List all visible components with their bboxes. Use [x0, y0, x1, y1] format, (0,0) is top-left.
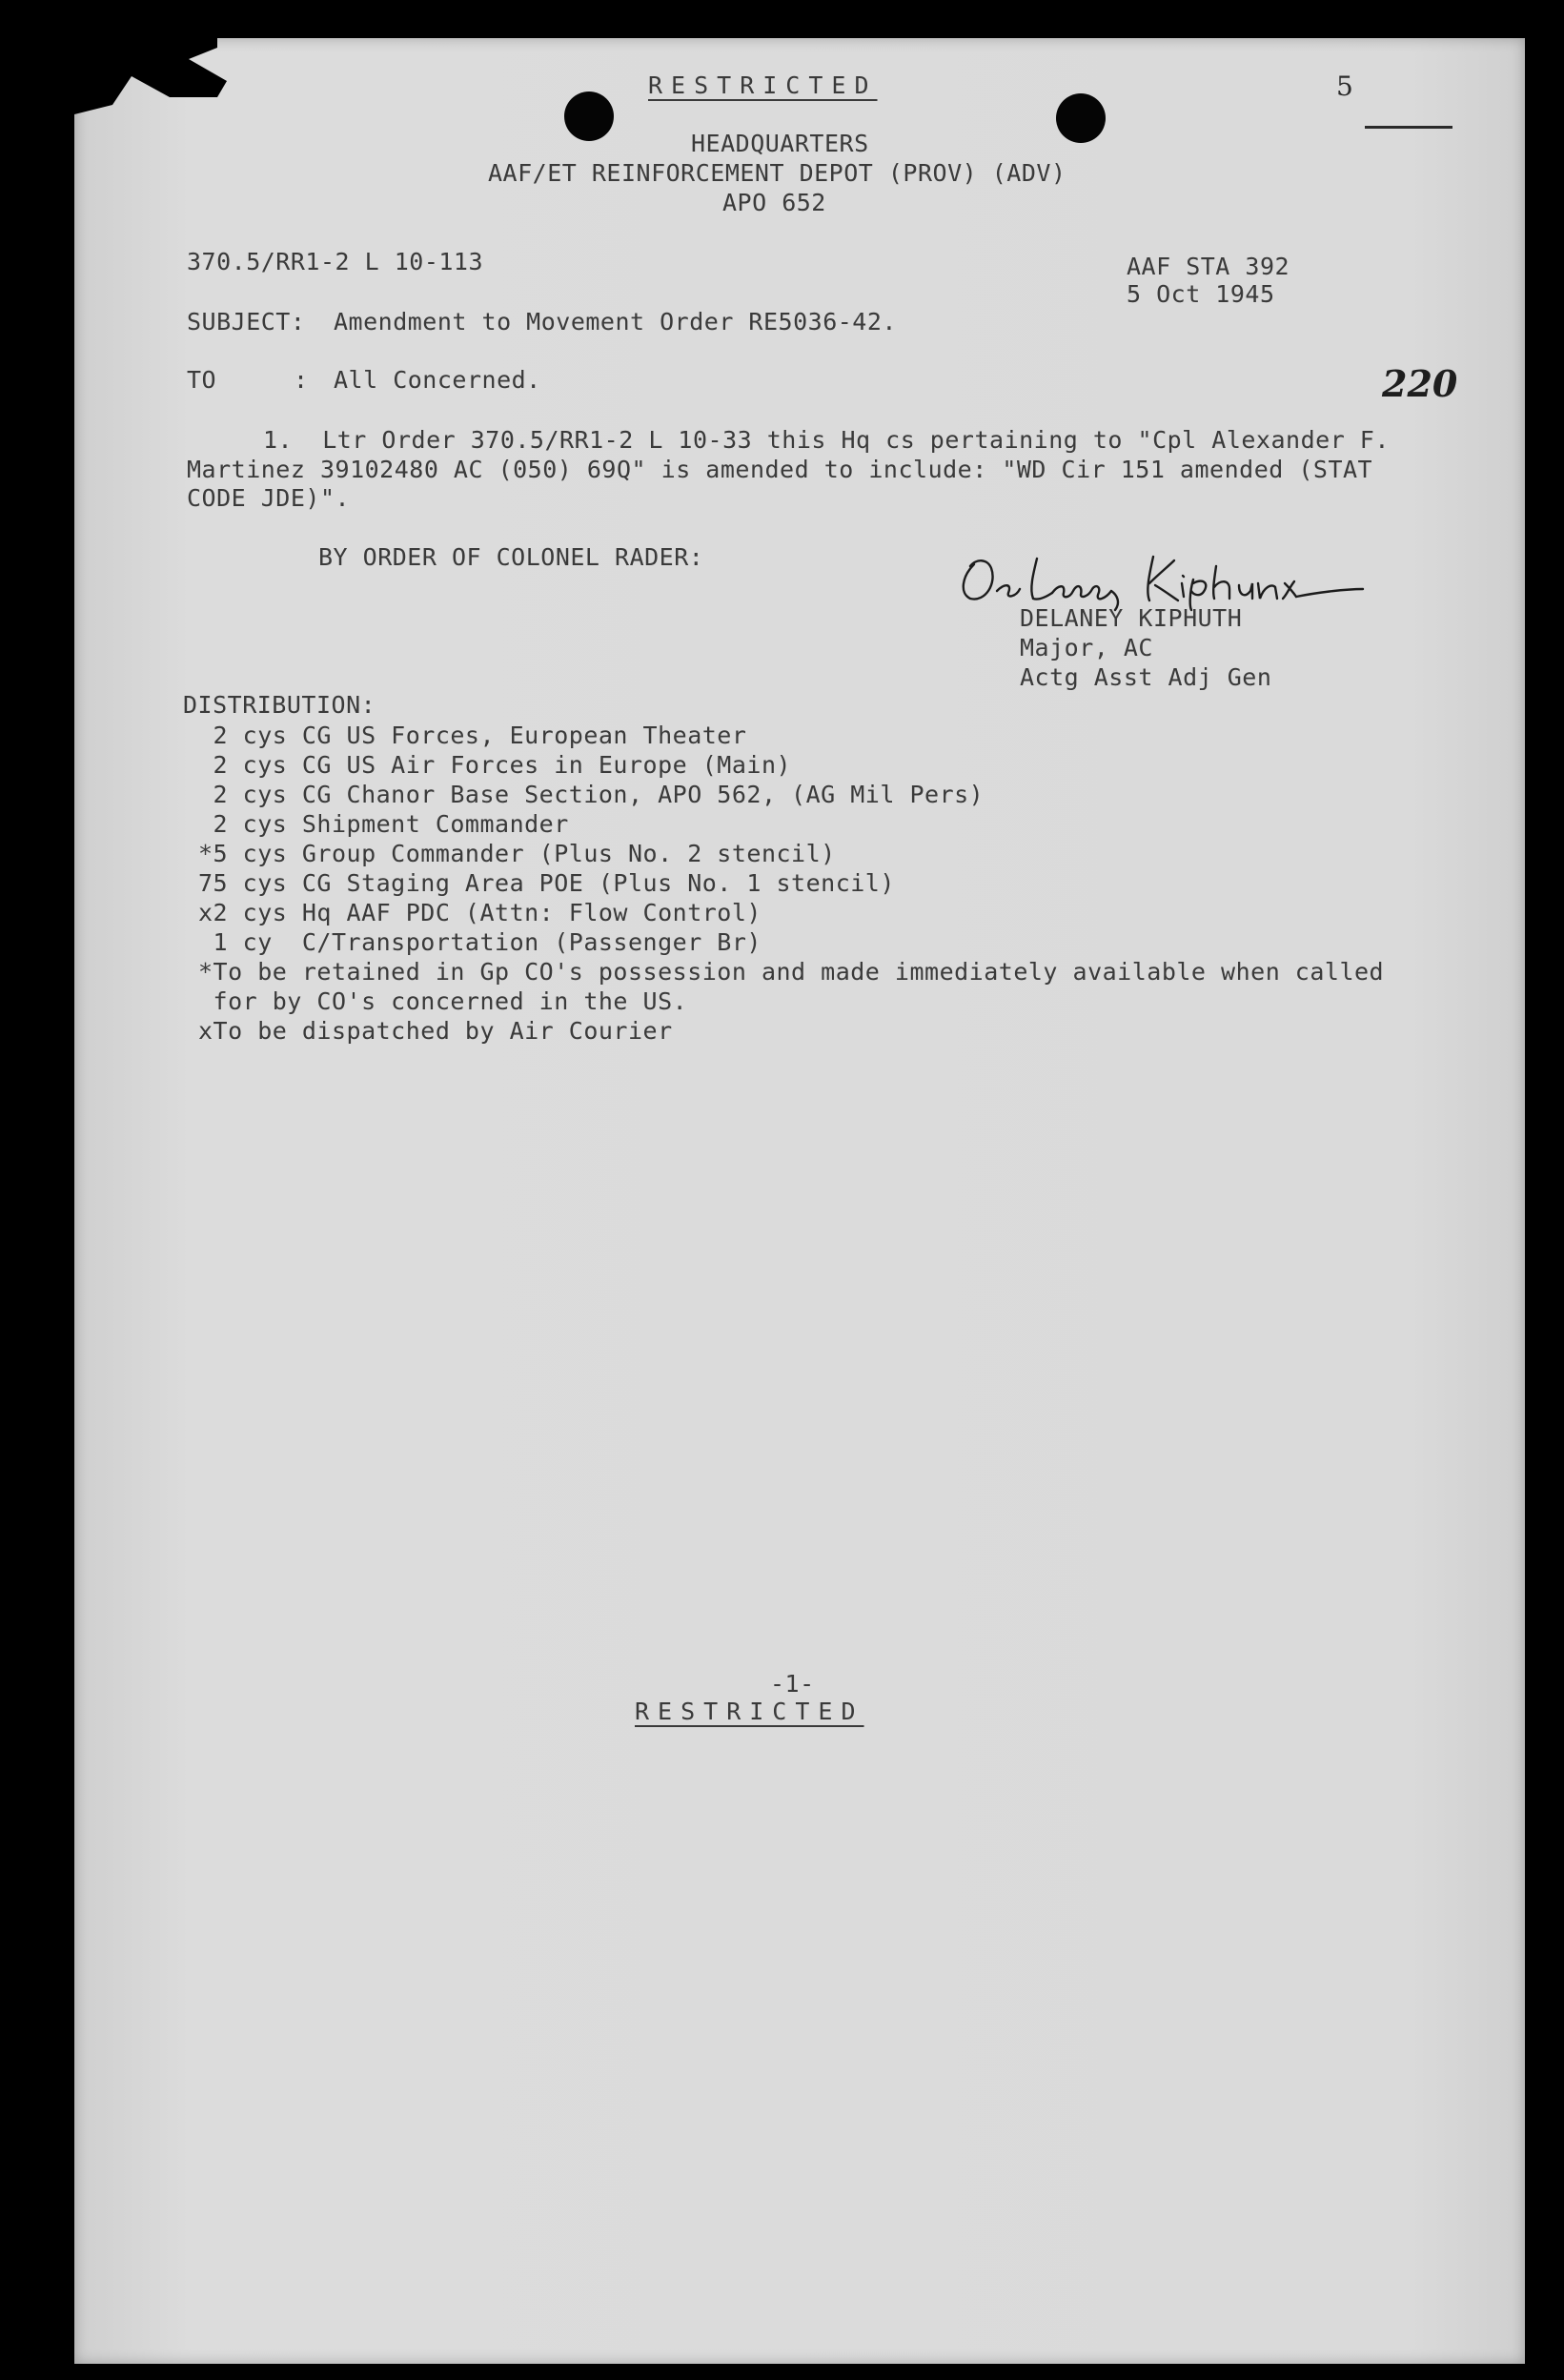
distribution-line: 2 cys CG US Air Forces in Europe (Main) — [198, 751, 792, 779]
stamp-number: 220 — [1382, 362, 1458, 405]
signatory-name: DELANEY KIPHUTH — [1020, 604, 1243, 632]
distribution-heading: DISTRIBUTION: — [183, 691, 376, 719]
classification-top: RESTRICTED — [648, 71, 878, 99]
to-value: All Concerned. — [334, 366, 541, 394]
distribution-line: *5 cys Group Commander (Plus No. 2 stencil) — [198, 840, 836, 867]
paragraph-line: CODE JDE)". — [187, 484, 351, 512]
distribution-line: 2 cys CG Chanor Base Section, APO 562, (AG Mil Pers) — [198, 781, 985, 808]
org-headquarters: HEADQUARTERS — [691, 130, 869, 157]
station: AAF STA 392 — [1127, 253, 1290, 280]
torn-corner-mark — [74, 38, 246, 114]
paragraph-line: Martinez 39102480 AC (050) 69Q" is amended to include: "WD Cir 151 amended (STAT — [187, 456, 1373, 483]
handwritten-signature — [953, 545, 1372, 612]
punch-hole-right — [1056, 93, 1106, 143]
page-mark: 5 — [1336, 71, 1353, 102]
page-number: -1- — [770, 1670, 815, 1698]
signatory-rank: Major, AC — [1020, 634, 1153, 661]
classification-bottom: RESTRICTED — [635, 1698, 864, 1725]
document-page — [74, 38, 1525, 2364]
distribution-note: xTo be dispatched by Air Courier — [198, 1017, 673, 1045]
punch-hole-left — [564, 92, 614, 141]
distribution-note: for by CO's concerned in the US. — [198, 987, 688, 1015]
page-mark-rule — [1365, 126, 1452, 129]
to-label: TO — [187, 366, 217, 394]
distribution-line: 1 cy C/Transportation (Passenger Br) — [198, 928, 762, 956]
subject-label: SUBJECT: — [187, 308, 306, 336]
org-depot: AAF/ET REINFORCEMENT DEPOT (PROV) (ADV) — [488, 159, 1066, 187]
distribution-line: 2 cys Shipment Commander — [198, 810, 569, 838]
org-apo: APO 652 — [722, 189, 826, 216]
signatory-title: Actg Asst Adj Gen — [1020, 663, 1272, 691]
to-colon: : — [294, 366, 309, 394]
paragraph-line: 1. Ltr Order 370.5/RR1-2 L 10-33 this Hq cs pertaining to "Cpl Alexander F. — [263, 426, 1390, 454]
subject: Amendment to Movement Order RE5036-42. — [334, 308, 897, 336]
distribution-line: x2 cys Hq AAF PDC (Attn: Flow Control) — [198, 899, 762, 926]
file-reference: 370.5/RR1-2 L 10-113 — [187, 248, 484, 275]
distribution-line: 75 cys CG Staging Area POE (Plus No. 1 stencil) — [198, 869, 895, 897]
distribution-note: *To be retained in Gp CO's possession and made immediately available when called — [198, 958, 1385, 986]
distribution-line: 2 cys CG US Forces, European Theater — [198, 722, 747, 749]
date: 5 Oct 1945 — [1127, 280, 1275, 308]
by-order: BY ORDER OF COLONEL RADER: — [318, 543, 704, 571]
